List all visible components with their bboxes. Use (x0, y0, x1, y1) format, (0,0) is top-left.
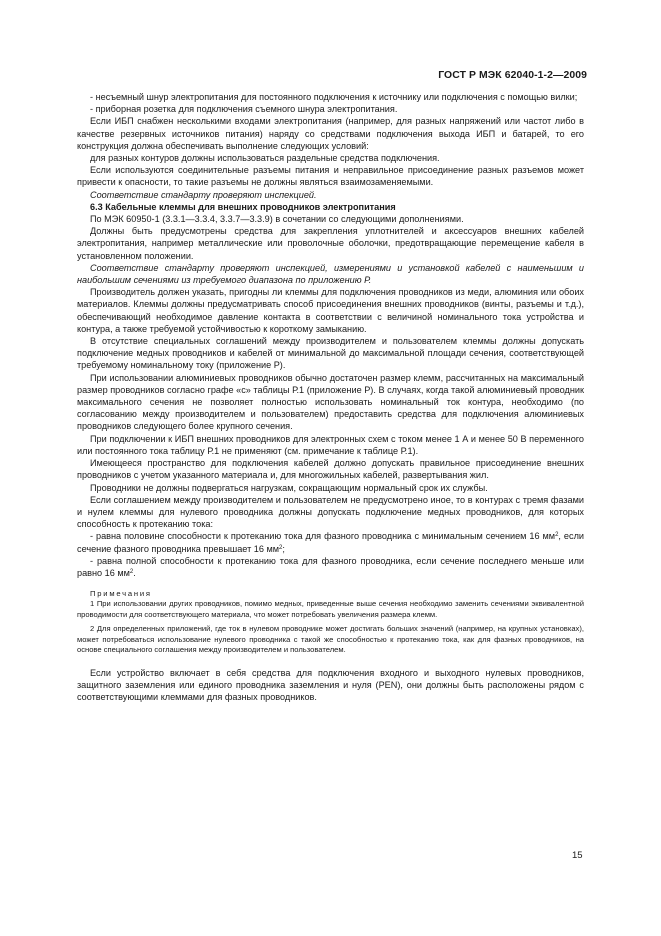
paragraph: При использовании алюминиевых проводников обычно достаточен размер клемм, рассчитанных на максимальный размер проводников согласно графе «с» таблицы Р.1 (приложение Р). В случаях, когда такой алюминиевый проводник максимального сечения не позволяет полностью использовать номинальный ток контура, необходимо (по согласованию между производителем и пользователем) предоставить средства для подключения алюминиевых проводников следующего более крупного сечения. (77, 372, 584, 432)
document-header: ГОСТ Р МЭК 62040-1-2—2009 (438, 70, 587, 81)
document-body (77, 91, 584, 703)
page-number: 15 (572, 850, 583, 861)
text: - равна половине способности к протеканию тока для фазного проводника с минимальным сечением 16 мм (90, 531, 556, 542)
paragraph: При подключении к ИБП внешних проводников для электронных схем с током менее 1 А и менее 50 В переменного или постоянного тока таблицу Р.1 не применяют (см. примечание к таблице Р.1). (77, 433, 584, 456)
superscript: 2 (555, 532, 559, 539)
section-heading: 6.3 Кабельные клеммы для внешних проводников электропитания (90, 201, 396, 212)
paragraph-list-item (77, 530, 584, 554)
paragraph: По МЭК 60950-1 (3.3.1—3.3.4, 3.3.7—3.3.9) в сочетании со следующими дополнениями. (90, 214, 464, 225)
compliance-note: Соответствие стандарту проверяют инспекцией, измерениями и установкой кабелей с наименьшим и наибольшим сечениями из требуемого диапазона по приложению Р. (77, 262, 584, 286)
paragraph: В отсутствие специальных соглашений между производителем и пользователем клеммы должны допускать подключение медных проводников и кабелей от минимальной до максимальной площади сечения, соответствующей требуемому номинальному току (приложение Р). (77, 336, 584, 371)
paragraph: Должны быть предусмотрены средства для закрепления уплотнителей и аксессуаров внешних кабелей электропитания, например металлические или проволочные оболочки, предотвращающие перемещение кабеля в установленном положении. (77, 226, 584, 261)
superscript: 2 (129, 568, 134, 575)
text: ; (282, 543, 285, 554)
note-item: 1 При использовании других проводников, помимо медных, приведенные выше сечения необходимо заменить сечениями эквивалентной проводимости для соответствующего материала, что может потребовать увеличения размера клемм. (77, 599, 584, 619)
text: , если сечение фазного проводника превышает 16 мм (77, 531, 584, 554)
text: . (133, 567, 136, 578)
compliance-note: Соответствие стандарту проверяют инспекцией. (90, 189, 317, 200)
paragraph: для разных контуров должны использоваться раздельные средства подключения. (90, 153, 440, 164)
paragraph: Проводники не должны подвергаться нагрузкам, сокращающим нормальный срок их службы. (90, 482, 488, 493)
note-item: 2 Для определенных приложений, где ток в нулевом проводнике может достигать больших значений (например, на крупных установках), может потребоваться использование нулевого проводника с такой же способностью к протеканию тока, как для фазных проводников, на основе специального соглашения между производителем и пользователем. (77, 624, 584, 655)
text: - равна полной способности к протеканию тока для фазного проводника, если сечение последнего меньше или равно 16 мм (77, 555, 584, 578)
paragraph: - несъемный шнур электропитания для постоянного подключения к источнику или подключения с помощью вилки; (90, 92, 578, 102)
paragraph: - приборная розетка для подключения съемного шнура электропитания. (90, 104, 398, 115)
paragraph: Если соглашением между производителем и пользователем не предусмотрено иное, то в контурах с тремя фазами и нулем клеммы для нулевого проводника должны допускать подключение медных проводников, для которых способность к протеканию тока: (77, 494, 584, 530)
paragraph: Если используются соединительные разъемы питания и неправильное присоединение разных разъемов может привести к опасности, то такие разъемы не должны являться взаимозаменяемыми. (77, 165, 584, 188)
superscript: 2 (279, 544, 283, 551)
paragraph-list-item (77, 555, 584, 579)
paragraph: Если устройство включает в себя средства для подключения входного и выходного нулевых проводников, защитного заземления или единого проводника заземления и нуля (PEN), они должны быть расположены рядом с соответствующими клеммами для фазных проводников. (77, 667, 584, 703)
paragraph: Имеющееся пространство для подключения кабелей должно допускать правильное присоединение внешних проводников с учетом указанного материала и, для многожильных кабелей, развертывания жил. (77, 458, 584, 481)
paragraph: Производитель должен указать, пригодны ли клеммы для подключения проводников из меди, алюминия или обоих материалов. Клеммы должны предусматривать способ присоединения внешних проводников (винты, разъемы и т.д.), обеспечивающий необходимое давление контакта в соответствии с величиной номинального тока устройства и контура, а также требуемой устойчивостью к короткому замыканию. (77, 287, 584, 334)
paragraph: Если ИБП снабжен несколькими входами электропитания (например, для разных напряжений или частот либо в качестве резервных источников питания) наряду со средствами подключения выхода ИБП и батарей, то его конструкция должна обеспечивать выполнение следующих условий: (77, 116, 584, 151)
notes-title: Примечания (90, 589, 152, 599)
